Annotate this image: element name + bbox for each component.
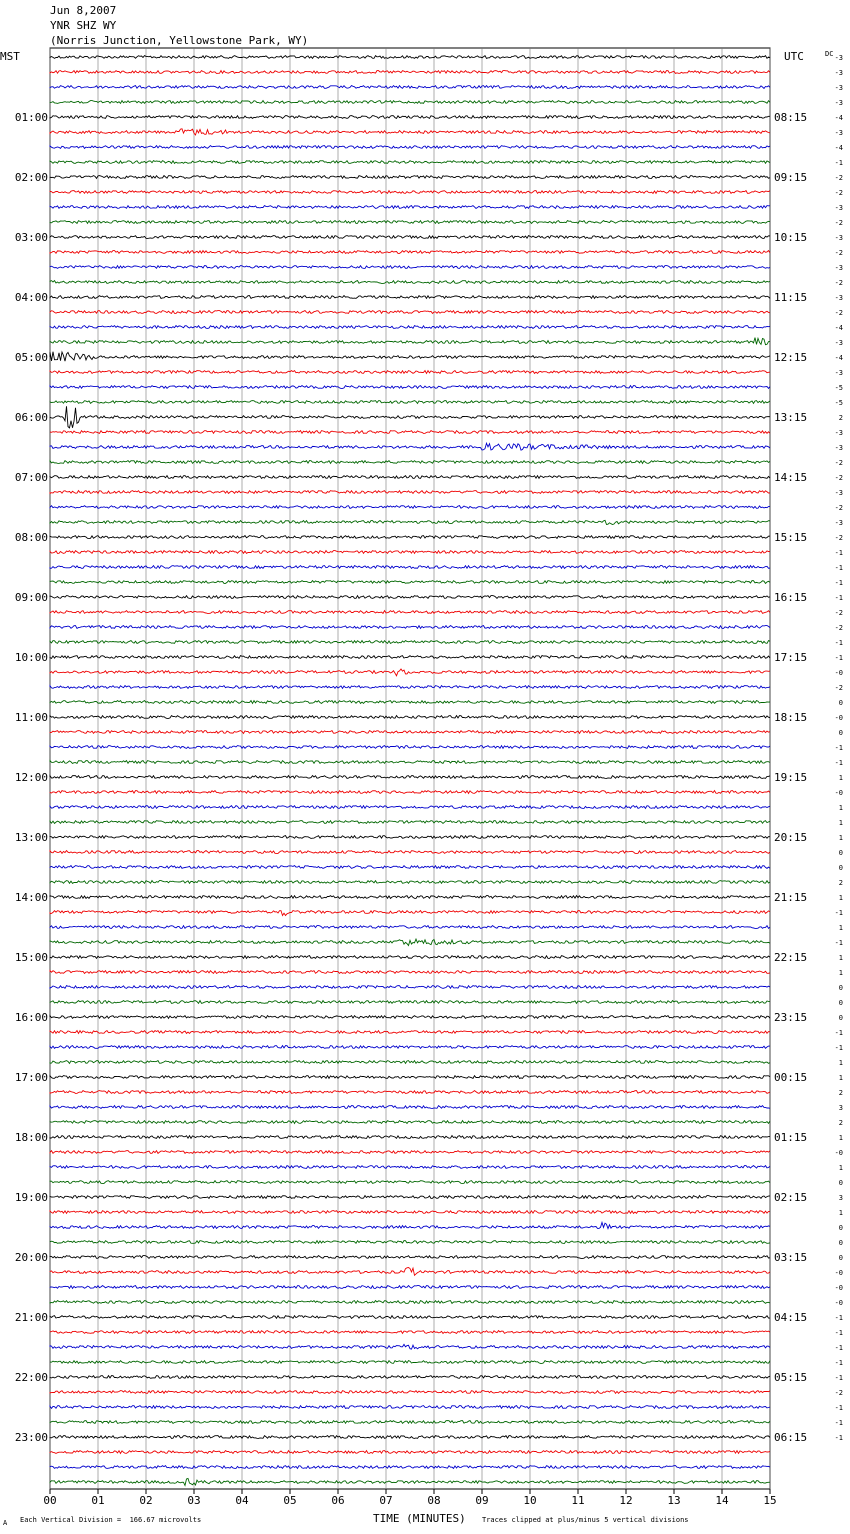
dc-offset-label: -2: [834, 534, 843, 542]
dc-offset-label: -1: [834, 1044, 843, 1052]
right-hour-label: 16:15: [774, 591, 808, 604]
x-tick-label: 04: [235, 1494, 249, 1507]
seismic-trace: [50, 406, 770, 428]
dc-offset-label: 1: [838, 1209, 843, 1217]
dc-offset-label: 0: [838, 1254, 843, 1262]
seismic-trace: [50, 1466, 770, 1469]
seismic-trace: [50, 281, 770, 284]
dc-offset-label: -1: [834, 1374, 843, 1382]
dc-offset-label: -1: [834, 594, 843, 602]
dc-offset-label: -0: [834, 1269, 843, 1277]
dc-offset-label: -1: [834, 1329, 843, 1337]
seismic-trace: [50, 1301, 770, 1304]
seismic-trace: [50, 352, 770, 361]
right-hour-label: 19:15: [774, 771, 808, 784]
seismic-trace: [50, 686, 770, 689]
dc-offset-label: 0: [838, 1014, 843, 1022]
seismic-trace: [50, 401, 770, 404]
seismic-trace: [50, 1286, 770, 1289]
seismic-trace: [50, 129, 770, 135]
scale-note: Each Vertical Division = 166.67 microvolts: [20, 1516, 202, 1524]
dc-offset-label: 1: [838, 834, 843, 842]
dc-offset-label: 1: [838, 954, 843, 962]
dc-offset-label: -2: [834, 189, 843, 197]
seismic-trace: [50, 431, 770, 434]
dc-offset-label: 1: [838, 1164, 843, 1172]
seismic-trace: [50, 191, 770, 194]
seismic-trace: [50, 56, 770, 59]
dc-offset-label: -0: [834, 1149, 843, 1157]
dc-offset-label: 0: [838, 984, 843, 992]
dc-offset-label: -1: [834, 564, 843, 572]
left-hour-label: 20:00: [14, 1251, 48, 1264]
dc-offset-label: -2: [834, 684, 843, 692]
seismic-trace: [50, 1181, 770, 1184]
dc-offset-label: -3: [834, 489, 843, 497]
seismic-trace: [50, 626, 770, 629]
dc-offset-label: -0: [834, 789, 843, 797]
plot-frame: [50, 48, 770, 1489]
left-hour-label: 07:00: [14, 471, 48, 484]
seismic-trace: [50, 701, 770, 704]
dc-offset-label: -1: [834, 1314, 843, 1322]
left-hour-label: 10:00: [14, 651, 48, 664]
dc-offset-label: -0: [834, 714, 843, 722]
dc-offset-label: 2: [838, 1089, 843, 1097]
right-hour-label: 05:15: [774, 1371, 808, 1384]
seismic-trace: [50, 1361, 770, 1364]
dc-offset-label: -2: [834, 624, 843, 632]
seismic-trace: [50, 1091, 770, 1094]
right-hour-label: 18:15: [774, 711, 808, 724]
seismic-trace: [50, 1268, 770, 1276]
dc-offset-label: 1: [838, 894, 843, 902]
left-hour-label: 16:00: [14, 1011, 48, 1024]
dc-offset-label: -2: [834, 474, 843, 482]
dc-label: DC: [825, 50, 834, 58]
seismic-trace: [50, 371, 770, 374]
dc-offset-label: -0: [834, 1284, 843, 1292]
dc-offset-label: 1: [838, 969, 843, 977]
seismic-trace: [50, 461, 770, 464]
seismic-trace: [50, 236, 770, 239]
right-hour-label: 11:15: [774, 291, 808, 304]
dc-offset-label: 0: [838, 699, 843, 707]
x-tick-label: 11: [571, 1494, 585, 1507]
seismic-trace: [50, 1436, 770, 1439]
seismic-trace: [50, 251, 770, 254]
dc-offset-label: -4: [834, 354, 843, 362]
dc-offset-label: 1: [838, 1134, 843, 1142]
left-hour-label: 01:00: [14, 111, 48, 124]
seismic-trace: [50, 1451, 770, 1454]
seismic-trace: [50, 146, 770, 149]
seismic-trace: [50, 1222, 770, 1228]
seismic-trace: [50, 386, 770, 389]
seismic-trace: [50, 1151, 770, 1154]
right-hour-label: 09:15: [774, 171, 808, 184]
dc-offset-label: -1: [834, 1344, 843, 1352]
dc-offset-label: 0: [838, 1224, 843, 1232]
seismic-trace: [50, 746, 770, 749]
seismic-trace: [50, 881, 770, 884]
x-tick-label: 12: [619, 1494, 633, 1507]
seismic-trace: [50, 851, 770, 854]
dc-offset-label: -2: [834, 219, 843, 227]
right-hour-label: 14:15: [774, 471, 808, 484]
seismic-trace: [50, 956, 770, 959]
dc-offset-label: -4: [834, 144, 843, 152]
seismic-trace: [50, 296, 770, 299]
dc-offset-label: 3: [838, 1104, 843, 1112]
dc-offset-label: -3: [834, 429, 843, 437]
seismic-trace: [50, 821, 770, 824]
dc-offset-label: 0: [838, 1179, 843, 1187]
left-hour-label: 17:00: [14, 1071, 48, 1084]
right-hour-label: 23:15: [774, 1011, 808, 1024]
seismic-trace: [50, 536, 770, 539]
x-tick-label: 08: [427, 1494, 441, 1507]
seismic-trace: [50, 1106, 770, 1109]
right-hour-label: 04:15: [774, 1311, 808, 1324]
dc-offset-label: -1: [834, 1029, 843, 1037]
corner-mark: A: [3, 1519, 8, 1527]
left-hour-label: 21:00: [14, 1311, 48, 1324]
x-tick-label: 10: [523, 1494, 537, 1507]
x-tick-label: 05: [283, 1494, 297, 1507]
right-hour-label: 10:15: [774, 231, 808, 244]
left-hour-label: 19:00: [14, 1191, 48, 1204]
seismic-trace: [50, 266, 770, 269]
dc-offset-label: 2: [838, 879, 843, 887]
x-tick-label: 09: [475, 1494, 489, 1507]
seismic-trace: [50, 1406, 770, 1409]
right-hour-label: 01:15: [774, 1131, 808, 1144]
seismic-trace: [50, 1316, 770, 1319]
seismic-trace: [50, 939, 770, 945]
right-hour-label: 03:15: [774, 1251, 808, 1264]
dc-offset-label: -1: [834, 1434, 843, 1442]
dc-offset-label: -3: [834, 339, 843, 347]
dc-offset-label: -3: [834, 84, 843, 92]
left-hour-label: 18:00: [14, 1131, 48, 1144]
x-tick-label: 14: [715, 1494, 729, 1507]
dc-offset-label: 0: [838, 729, 843, 737]
dc-offset-label: -2: [834, 459, 843, 467]
dc-offset-label: -2: [834, 279, 843, 287]
seismic-trace: [50, 176, 770, 179]
seismic-trace: [50, 491, 770, 494]
left-hour-label: 02:00: [14, 171, 48, 184]
header-station: YNR SHZ WY: [50, 19, 117, 32]
seismic-trace: [50, 1031, 770, 1034]
seismic-trace: [50, 1061, 770, 1064]
clip-note: Traces clipped at plus/minus 5 vertical divisions: [482, 1516, 689, 1524]
seismic-trace: [50, 836, 770, 839]
dc-offset-label: -3: [834, 99, 843, 107]
seismic-trace: [50, 1211, 770, 1214]
seismic-trace: [50, 776, 770, 779]
seismic-trace: [50, 716, 770, 719]
seismic-trace: [50, 1076, 770, 1079]
dc-offset-label: -0: [834, 669, 843, 677]
x-tick-label: 00: [43, 1494, 57, 1507]
seismic-trace: [50, 221, 770, 224]
dc-offset-label: -3: [834, 129, 843, 137]
seismic-trace: [50, 1241, 770, 1244]
seismic-trace: [50, 1376, 770, 1379]
dc-offset-label: -1: [834, 579, 843, 587]
left-hour-label: 09:00: [14, 591, 48, 604]
dc-offset-label: 2: [838, 1119, 843, 1127]
dc-offset-label: 0: [838, 849, 843, 857]
seismic-trace: [50, 326, 770, 329]
seismic-trace: [50, 1121, 770, 1124]
dc-offset-label: -1: [834, 654, 843, 662]
seismic-trace: [50, 611, 770, 614]
x-tick-label: 02: [139, 1494, 153, 1507]
right-hour-label: 15:15: [774, 531, 808, 544]
dc-offset-label: -3: [834, 54, 843, 62]
dc-offset-label: -5: [834, 399, 843, 407]
dc-offset-label: -2: [834, 1389, 843, 1397]
seismic-trace: [50, 1479, 770, 1486]
left-hour-label: 22:00: [14, 1371, 48, 1384]
seismic-trace: [50, 791, 770, 794]
x-tick-label: 01: [91, 1494, 105, 1507]
seismic-trace: [50, 1001, 770, 1004]
dc-offset-label: 2: [838, 414, 843, 422]
seismic-trace: [50, 101, 770, 104]
left-hour-label: 04:00: [14, 291, 48, 304]
dc-offset-label: -3: [834, 294, 843, 302]
dc-offset-label: -1: [834, 549, 843, 557]
dc-offset-label: 1: [838, 1074, 843, 1082]
seismic-trace: [50, 1016, 770, 1019]
x-tick-label: 13: [667, 1494, 681, 1507]
seismic-trace: [50, 506, 770, 509]
left-hour-label: 05:00: [14, 351, 48, 364]
x-tick-label: 03: [187, 1494, 201, 1507]
seismic-trace: [50, 911, 770, 916]
x-tick-label: 07: [379, 1494, 393, 1507]
left-hour-label: 12:00: [14, 771, 48, 784]
left-timezone-label: MST: [0, 50, 20, 63]
seismic-trace: [50, 731, 770, 734]
dc-offset-label: 0: [838, 864, 843, 872]
dc-offset-label: 1: [838, 1059, 843, 1067]
seismic-trace: [50, 1136, 770, 1139]
left-hour-label: 23:00: [14, 1431, 48, 1444]
dc-offset-label: 1: [838, 774, 843, 782]
dc-offset-label: -3: [834, 204, 843, 212]
dc-offset-label: -3: [834, 234, 843, 242]
right-hour-label: 13:15: [774, 411, 808, 424]
left-hour-label: 11:00: [14, 711, 48, 724]
seismic-trace: [50, 986, 770, 989]
seismic-trace: [50, 596, 770, 599]
seismic-trace: [50, 1196, 770, 1199]
dc-offset-label: -3: [834, 369, 843, 377]
left-hour-label: 15:00: [14, 951, 48, 964]
left-hour-label: 08:00: [14, 531, 48, 544]
left-hour-label: 03:00: [14, 231, 48, 244]
x-tick-label: 15: [763, 1494, 777, 1507]
dc-offset-label: -0: [834, 1299, 843, 1307]
right-hour-label: 22:15: [774, 951, 808, 964]
seismic-trace: [50, 520, 770, 524]
seismic-trace: [50, 1421, 770, 1424]
seismic-trace: [50, 641, 770, 644]
right-hour-label: 00:15: [774, 1071, 808, 1084]
dc-offset-label: -1: [834, 759, 843, 767]
dc-offset-label: -3: [834, 264, 843, 272]
dc-offset-label: -1: [834, 744, 843, 752]
seismic-trace: [50, 476, 770, 479]
dc-offset-label: -2: [834, 174, 843, 182]
right-hour-label: 21:15: [774, 891, 808, 904]
seismic-trace: [50, 206, 770, 209]
seismic-trace: [50, 86, 770, 89]
dc-offset-label: 0: [838, 999, 843, 1007]
right-hour-label: 06:15: [774, 1431, 808, 1444]
seismic-trace: [50, 338, 770, 345]
left-hour-label: 14:00: [14, 891, 48, 904]
dc-offset-label: -1: [834, 1419, 843, 1427]
header-location: (Norris Junction, Yellowstone Park, WY): [50, 34, 309, 47]
seismic-trace: [50, 656, 770, 659]
dc-offset-label: 1: [838, 819, 843, 827]
seismic-trace: [50, 669, 770, 676]
seismic-trace: [50, 566, 770, 569]
right-hour-label: 20:15: [774, 831, 808, 844]
seismic-trace: [50, 1331, 770, 1334]
seismic-trace: [50, 161, 770, 164]
seismic-trace: [50, 1256, 770, 1259]
seismic-trace: [50, 581, 770, 584]
dc-offset-label: -4: [834, 114, 843, 122]
left-hour-label: 06:00: [14, 411, 48, 424]
seismic-trace: [50, 551, 770, 554]
dc-offset-label: -2: [834, 249, 843, 257]
dc-offset-label: 1: [838, 804, 843, 812]
seismic-trace: [50, 311, 770, 314]
seismic-trace: [50, 971, 770, 974]
dc-offset-label: -3: [834, 69, 843, 77]
dc-offset-label: -1: [834, 909, 843, 917]
x-axis-label: TIME (MINUTES): [373, 1512, 466, 1525]
dc-offset-label: -1: [834, 159, 843, 167]
seismic-trace: [50, 806, 770, 809]
dc-offset-label: -2: [834, 504, 843, 512]
seismic-trace: [50, 1344, 770, 1349]
right-timezone-label: UTC: [784, 50, 804, 63]
seismic-trace: [50, 926, 770, 929]
seismic-trace: [50, 443, 770, 450]
seismic-trace: [50, 866, 770, 869]
dc-offset-label: 1: [838, 924, 843, 932]
header-date: Jun 8,2007: [50, 4, 117, 17]
dc-offset-label: -1: [834, 939, 843, 947]
right-hour-label: 08:15: [774, 111, 808, 124]
dc-offset-label: -3: [834, 519, 843, 527]
dc-offset-label: -2: [834, 609, 843, 617]
right-hour-label: 12:15: [774, 351, 808, 364]
dc-offset-label: -5: [834, 384, 843, 392]
seismic-trace: [50, 1046, 770, 1049]
dc-offset-label: 0: [838, 1239, 843, 1247]
x-tick-label: 06: [331, 1494, 345, 1507]
seismic-trace: [50, 116, 770, 119]
dc-offset-label: -2: [834, 309, 843, 317]
dc-offset-label: -1: [834, 639, 843, 647]
seismic-trace: [50, 761, 770, 764]
dc-offset-label: -1: [834, 1404, 843, 1412]
dc-offset-label: -4: [834, 324, 843, 332]
right-hour-label: 02:15: [774, 1191, 808, 1204]
seismic-trace: [50, 71, 770, 74]
left-hour-label: 13:00: [14, 831, 48, 844]
dc-offset-label: -3: [834, 444, 843, 452]
right-hour-label: 17:15: [774, 651, 808, 664]
dc-offset-label: 3: [838, 1194, 843, 1202]
seismic-trace: [50, 1166, 770, 1169]
dc-offset-label: -1: [834, 1359, 843, 1367]
seismic-trace: [50, 1391, 770, 1394]
seismic-trace: [50, 896, 770, 899]
